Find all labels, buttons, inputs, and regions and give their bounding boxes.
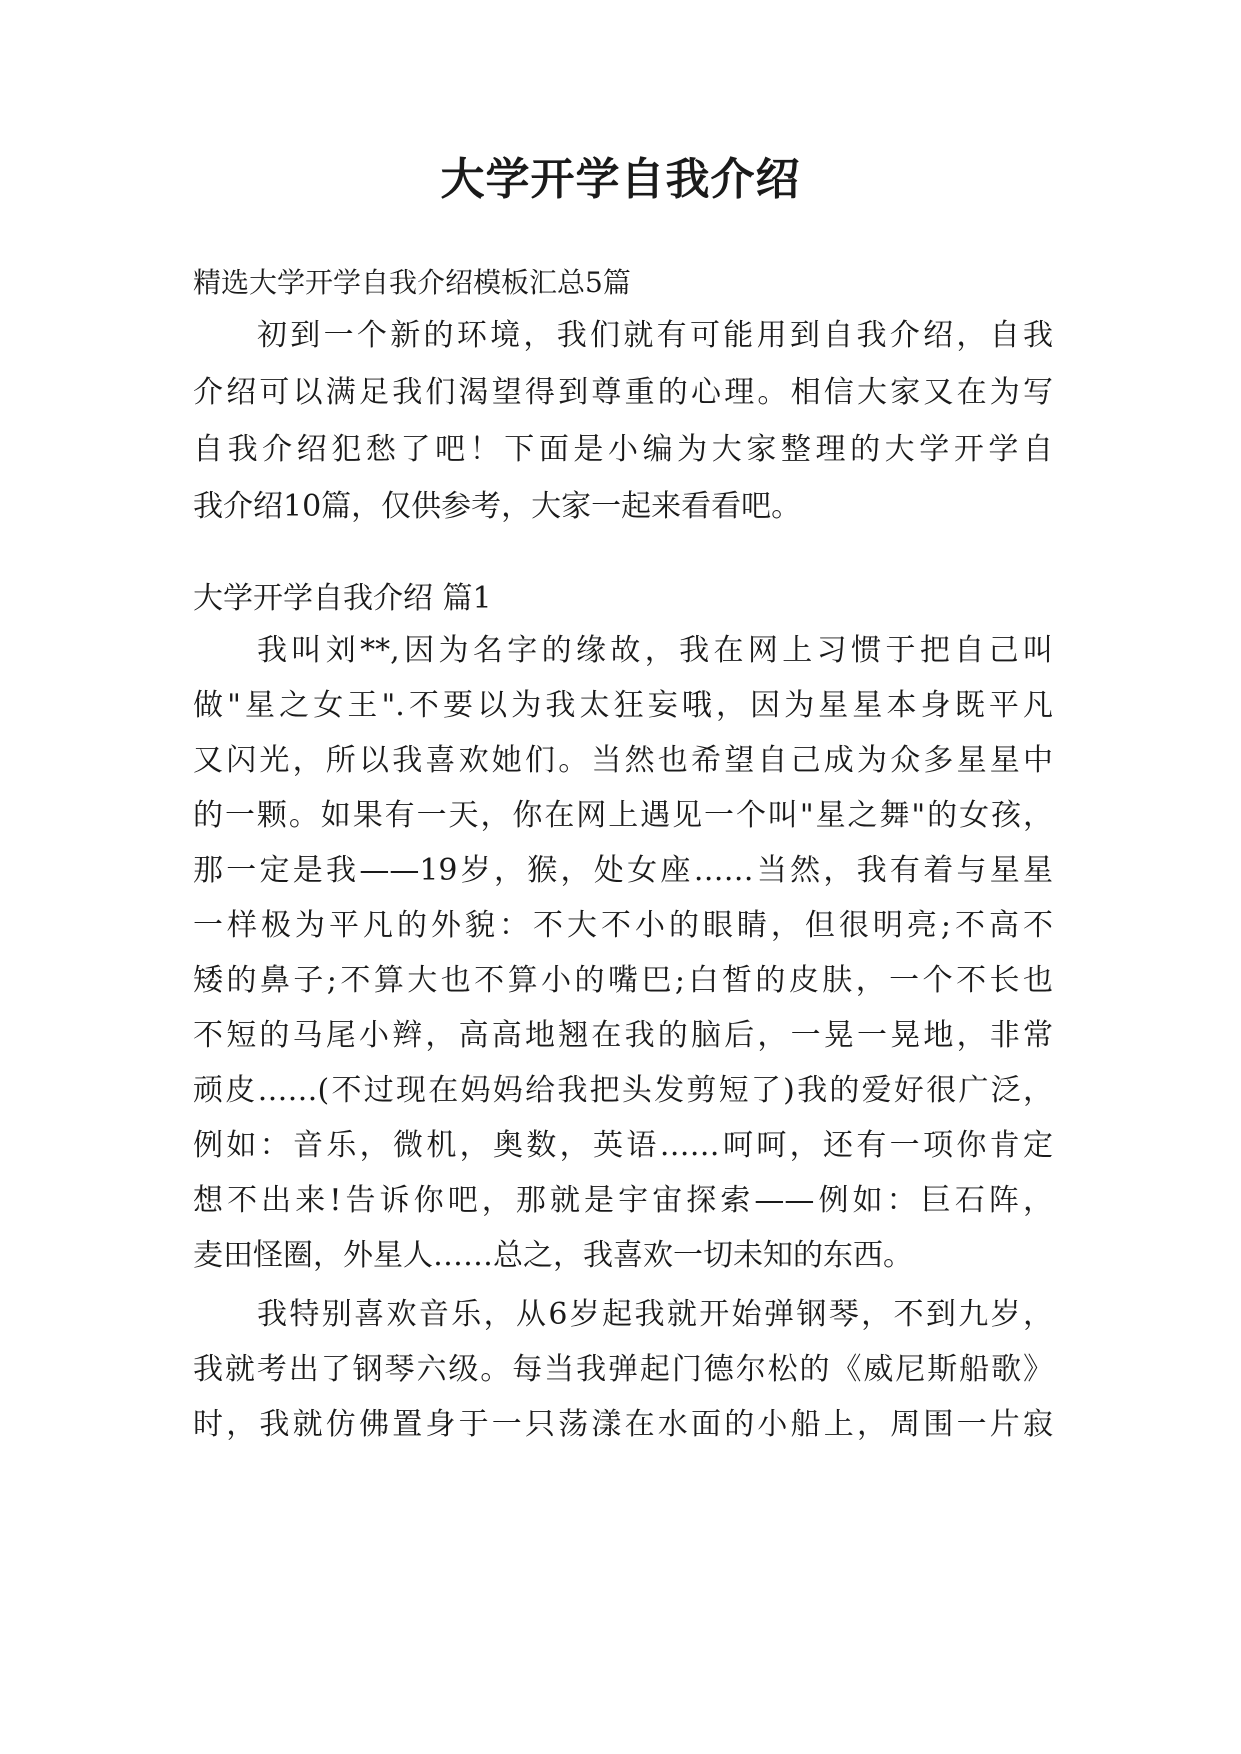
paragraph-line: 矮的鼻子;不算大也不算小的嘴巴;白皙的皮肤，一个不长也 bbox=[193, 963, 1053, 998]
section-heading: 大学开学自我介绍 篇1 bbox=[193, 581, 492, 616]
paragraph-line: 我特别喜欢音乐，从6岁起我就开始弹钢琴，不到九岁， bbox=[257, 1297, 1053, 1332]
paragraph-line: 例如：音乐，微机，奥数，英语……呵呵，还有一项你肯定 bbox=[193, 1128, 1053, 1163]
paragraph-line: 的一颗。如果有一天，你在网上遇见一个叫"星之舞"的女孩， bbox=[193, 798, 1053, 833]
document-subtitle: 精选大学开学自我介绍模板汇总5篇 bbox=[193, 266, 631, 299]
paragraph-line: 做"星之女王".不要以为我太狂妄哦，因为星星本身既平凡 bbox=[193, 688, 1053, 723]
paragraph-line: 想不出来!告诉你吧，那就是宇宙探索——例如：巨石阵， bbox=[193, 1183, 1053, 1218]
paragraph-line: 麦田怪圈，外星人……总之，我喜欢一切未知的东西。 bbox=[193, 1238, 913, 1273]
intro-line: 初到一个新的环境，我们就有可能用到自我介绍，自我 bbox=[257, 318, 1053, 353]
intro-line: 介绍可以满足我们渴望得到尊重的心理。相信大家又在为写 bbox=[193, 375, 1053, 410]
intro-line: 我介绍10篇，仅供参考，大家一起来看看吧。 bbox=[193, 489, 802, 524]
paragraph-line: 又闪光，所以我喜欢她们。当然也希望自己成为众多星星中 bbox=[193, 743, 1053, 778]
paragraph-line: 我就考出了钢琴六级。每当我弹起门德尔松的《威尼斯船歌》 bbox=[193, 1352, 1053, 1387]
paragraph-line: 时，我就仿佛置身于一只荡漾在水面的小船上，周围一片寂 bbox=[193, 1407, 1053, 1442]
intro-line: 自我介绍犯愁了吧！下面是小编为大家整理的大学开学自 bbox=[193, 432, 1053, 467]
paragraph-line: 顽皮……(不过现在妈妈给我把头发剪短了)我的爱好很广泛， bbox=[193, 1073, 1053, 1108]
document-title: 大学开学自我介绍 bbox=[440, 154, 801, 205]
paragraph-line: 我叫刘**,因为名字的缘故，我在网上习惯于把自己叫 bbox=[257, 633, 1053, 668]
paragraph-line: 一样极为平凡的外貌：不大不小的眼睛，但很明亮;不高不 bbox=[193, 908, 1053, 943]
paragraph-line: 不短的马尾小辫，高高地翘在我的脑后，一晃一晃地，非常 bbox=[193, 1018, 1053, 1053]
paragraph-line: 那一定是我——19岁，猴，处女座……当然，我有着与星星 bbox=[193, 853, 1053, 888]
